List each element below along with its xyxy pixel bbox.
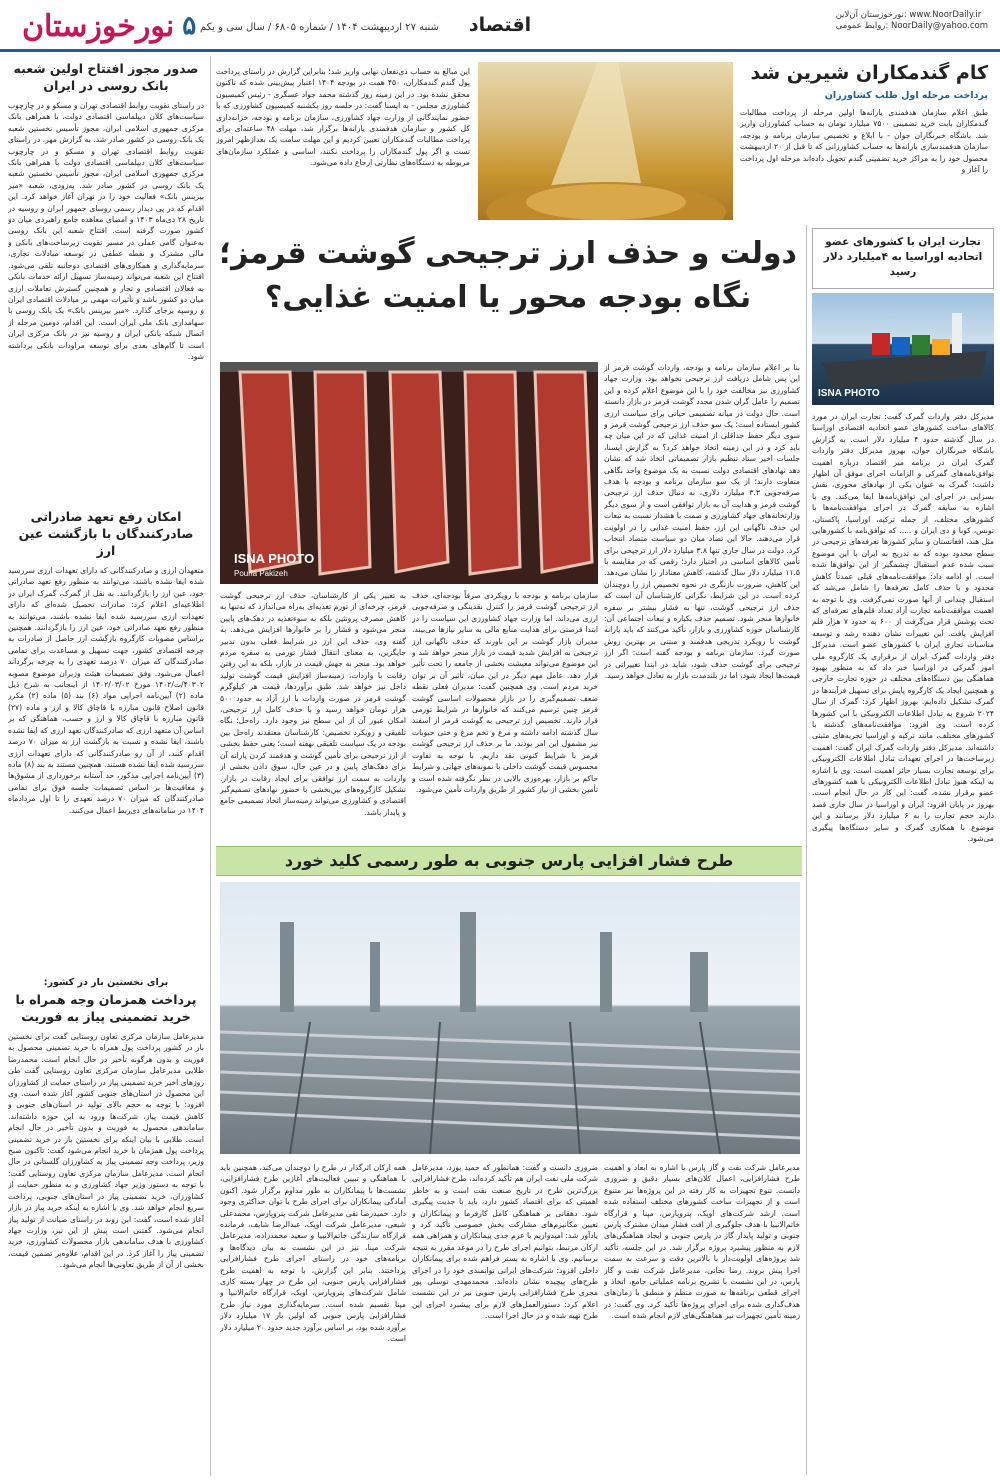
meat-photo-credit: ISNA PHOTO [234,551,315,566]
contact-email: روابط عمومی: NoorDaily@yahoo.com [835,21,988,31]
meat-story [216,232,800,320]
newspaper-logo: نورخوزستان [22,8,175,44]
contact-info [836,10,988,32]
wheat-photo [478,62,733,220]
gas-col2: ضروری دانست و گفت: همانطور که حمید بورد، مدیرعامل شرکت ملی نفت ایران هم تأکید کرده‌اند، طرح فشارافزایی بزرگ‌ترین طرح در تاریخ صنعت نفت است و به خاطر اهمیتی که برای اقتصاد کشور دارد، باید با جدیت پیگیری شود. دهقانی بر هماهنگی کامل کارفرما و پیمانکاران و تعیین مکانیزم‌های مشارکت بخش خصوصی تأکید کرد و یادآور شد: امیدواریم با عزم جدی پیمانکاران و همراهی همه ارکان مرتبط، بتوانیم اجرای طرح را در موعد مقرر به نتیجه برسانیم. وی با اشاره به بستر فراهم شده برای پیمانکاران داخلی افزود: شرکت‌های ایرانی توانمندی خود را در اجرای طرح‌های پیچیده نشان داده‌اند. محمدمهدی توسلی پور مجری طرح فشارافزایی پارس جنوبی نیز در این نشست اعلام کرد: دستورالعمل‌های لازم برای پیشبرد اجرای این طرح تهیه شده و در حال اجرا است. [412,1163,598,1321]
trade-story [812,228,994,1483]
onion-body: مدیرعامل سازمان مرکزی تعاون روستایی گفت برای نخستین بار در کشور پرداخت پول همراه با خرید تضمینی محصول به فوریت و بدون هرگونه تأخیر در حال انجام است. محمدرضا طلایی مدیرعامل سازمان مرکزی تعاون روستایی گفت طی روزهای اخیر خرید تضمینی پیاز در راستای حمایت از کشاورزان این محصول در استان‌های جنوبی کشور آغاز شده است. وی افزود: با توجه به حجم بالای تولید در استان‌های جنوبی و کاهش قیمت پیاز، شرکت‌ها ورود به این حوزه داشته‌اند. ساماندهی محصول به فوریت و بدون تأخیر در حال انجام است. طلایی با بیان اینکه برای نخستین بار در خرید تضمینی پرداخت پول همزمان با خرید انجام می‌شود گفت: تاکنون صبح وزیر، پرداخت وجه تضمینی پیاز به کشاورزان گلستانی در حال انجام است. مدیرعامل سازمان مرکزی تعاون روستایی گفت: با توجه به دستور وزیر جهاد کشاورزی و به منظور حمایت از کشاورزان، خرید تضمینی پیاز در استان‌های جنوبی، پرداخت سریع انجام خواهد شد. وی با اشاره به اینکه خرید پیاز در بازار آغاز شده است، گفت: این روند در راستای صیانت از تولید پیاز انجام می‌شود. گفتنی است پیش از این نیز، وزارت جهاد کشاورزی با هدف ساماندهی بازار محصولات کشاورزی، خرید تضمینی پیاز را آغاز کرد. در این اقدام، علاوه‌بر تضمین قیمت، بخشی از آن از طریق تعاونی‌ها انجام می‌شود. [8,1032,204,1270]
meat-title-line1: دولت و حذف ارز ترجیحی گوشت قرمز؛ [219,236,797,271]
meat-col-left: به تعبیر یکی از کارشناسان، حذف ارز ترجیحی گوشت قرمز، چرخه‌ای از تورم تغذیه‌ای به‌راه می‌اندازد که نه‌تنها به کاهش مصرف پروتئین بلکه به سوءتغذیه در دهک‌های پایین منجر می‌شود و فشار را بر خانوارها افزایش می‌دهد. به گفته وی، حذف این ارز در شرایط فعلی بدون تدبیر جایگزین، به معنای انتقال فشار تورمی به سفره مردم خواهد بود. منجر به جهش قیمت در بازار، بلکه به این رفتن رقابت با واردات، زمینه‌ساز افزایش قیمت گوشت تولید داخل نیز خواهد شد. طبق برآوردها، قیمت هر کیلوگرم گوشت قرمز در صورت واردات با ارز آزاد به حدود ۵۰۰ هزار تومان خواهد رسید و با حذف کامل ارز ترجیحی، امکان عبور آن از این سطح نیز وجود دارد. راه‌حل؛ نگاه تلفیقی و رویکرد تخصیص: کارشناسان معتقدند راه‌حل بین بودجه در یک سیاست تلفیقی نهفته است؛ یعنی حفظ بخشی از ارز ترجیحی برای تأمین گوشت و هدفمند کردن یارانه آن برای دهک‌های پایین و در عین حال، سوق دادن بخشی از واردات به سمت ارز توافقی برای ایجاد رقابت در بازار. تشکیل کارگروه‌های بین‌بخشی با حضور نهادهای تصمیم‌گیر اقتصادی و کشاورزی می‌تواند زمینه‌ساز اتخاذ تصمیمی جامع و پایدار باشد. [220,591,406,817]
section-title: اقتصاد [468,14,532,36]
bank-body: در راستای تقویت روابط اقتصادی تهران و مسکو و در چارچوب سیاست‌های کلان دیپلماسی اقتصادی دولت، با همراهی بانک مرکزی جمهوری اسلامی ایران، مجوز تأسیس نخستین شعبه یک بانک روسی در کشور صادر شد. به گزارش مهر، در راستای تقویت روابط اقتصادی تهران و مسکو و در چارچوب سیاست‌های کلان دیپلماسی اقتصادی دولت با همراهی بانک مرکزی جمهوری اسلامی ایران، مجوز تأسیس نخستین شعبه یک بانک روسی در کشور صادر شد. به‌زودی، شعبه «میر بیزینس بانک» فعالیت خود را در تهران آغاز خواهد کرد. این اقدام که در پی دیدار رسمی روسای جمهور ایران و روسیه در تاریخ ۲۸ دی‌ماه ۱۴۰۳ و امضای معاهده جامع راهبردی میان دو کشور صورت گرفته است. افتتاح شعبه این بانک روسی به‌عنوان گامی عملی در مسیر تقویت زیرساخت‌های بانکی و مالی مشترک و نقطه عطفی در توسعه مبادلات تجاری، سرمایه‌گذاری و همکاری‌های اقتصادی دوجانبه تلقی می‌شود. افتتاح این شعبه می‌تواند زمینه‌ساز تسهیل ارائه خدمات بانکی به فعالان اقتصادی و تجار و همچنین گسترش تعاملات ارزی میان دو کشور باشد و تأثیرات مهمی بر مبادلات اقتصادی ایران و روسیه برجای گذارد. «میر بیزینس بانک» یک بانک روسی با سهامداری بانک ملی ایران است. این اقدام، دومین مرحله از اتصال شبکه بانکی ایران و روسیه نیز در بانک مرکزی ایران است تا گام‌های بعدی برای توسعه مراودات بانکی برداشته شود. [8,101,204,361]
wheat-body-right: طبق اعلام سازمان هدفمندی یارانه‌ها اولین مرحله از پرداخت مطالبات گندمکاران بابت خرید تضمینی ۷۵۰۰ میلیارد تومان به حساب کشاورزان واریز شد. باشگاه خبرنگاران جوان - با ابلاغ و تخصیص سازمان برنامه و بودجه، سازمان هدفمندسازی یارانه‌ها به حساب کشاورزانی که تا قبل از ۲۰ اردیبهشت محصول خود را به مراکز خرید تضمینی گندم تحویل داده‌اند مرحله اول پرداخت را آغاز و [740,108,988,175]
export-title: امکان رفع تعهد صادراتی صادرکنندگان با بازگشت عین ارز [18,509,194,558]
left-column [8,60,204,1451]
gas-plant-photo [220,882,800,1154]
meat-col-right: بنا بر اعلام سازمان برنامه و بودجه، واردات گوشت قرمز از این پس شامل دریافت ارز ترجیحی نخواهد بود. وزارت جهاد کشاورزی نیز مخالفت خود را با این موضوع اعلام کرده و این تصمیم را عامل گران شدن مجدد گوشت قرمز در بازار دانسته است. حال دولت در میانه تصمیمی حیاتی برای سیاست ارزی کشور ایستاده است؛ یک سو حذف ارز ترجیحی گوشت قرمز و سوی دیگر حفظ حداقلی از امنیت غذایی که در این میان چه باید کرد و در این زمینه اتخاذ خواهد کرد؟ به گزارش ایسنا، جلسات اخیر ستاد تنظیم بازار تصمیماتی اتخاذ شد که نشان دهد نهادهای اقتصادی دولت نسبت به یک موضوع واحد نگاهی متفاوت دارند؛ از یک سو سازمان برنامه و بودجه با هدف صرفه‌جویی ۳.۳ میلیارد دلاری، به دنبال حذف ارز ترجیحی گوشت قرمز و هدایت آن به بازار توافقی است و از سوی دیگر وزارتخانه‌های جهاد کشاورزی و صمت با هشدار نسبت به تبعات این حذف ناگهانی این ارز، حفظ امنیت غذایی را در اولویت قرار می‌دهند. حالا این تضاد میان دو سیاست متضاد انتخاب کرد. دولت در سال جاری تنها ۳.۸ میلیارد دلار ارز ترجیحی برای تأمین کالاهای اساسی در اختیار دارد؛ رقمی که در مقایسه با ۱۱.۵ میلیارد دلار سال گذشته، کاهش معنادار را نشان می‌دهد. این کاهش، ضرورت بازنگری در نحوه تخصیص ارز را دوچندان کرده است. در این شرایط، نگرانی کارشناسان آن است که حذف ارز ترجیحی گوشت، تنها به فشار بیشتر بر سفره خانوارها منجر شود. تصمیم حذف یکباره و تبعات اجتماعی آن: کارشناسان حوزه کشاورزی و بازار، تأکید می‌کنند که باید یارانه گوشت با رویکرد تدریجی هدفمند و مبتنی بر بهترین روش صورت گیرد. سازمان برنامه و بودجه گفته است: اگر ارز ترجیحی برای گوشت حذف شود، شاید در ابتدا تغییراتی در قیمت‌ها ایجاد شود، اما در بلندمدت بازار به تعادل خواهد رسید. [604,363,800,680]
gas-col3: همه ارکان اثرگذار در طرح را دوچندان می‌کند، همچنین باید با هماهنگی و تبیین فعالیت‌های آغازین طرح فشارافزایی، نشست‌ها با پیمانکاران به طور مداوم برگزار شود. اکنون آمادگی پیمانکاران برای اجرای طرح با توان حداکثری وجود دارد. حمیدرضا تقی مدیرعامل شرکت پتروپارس، محمدعلی شیعی، مدیرعامل شرکت اویک، عبدالرضا شایف، فرمانده قرارگاه سازندگی خاتم‌الانبیا و سعید محمدزاده، مدیرعامل شرکت مپنا، نیز در این نشست به بیان دیدگاه‌ها و برنامه‌های خود در راستای اجرای طرح فشارافزایی پرداختند. بنابر این گزارش، با توجه به اهمیت طرح فشارافزایی پارس جنوبی، این طرح در چهار بسته کاری شامل شرکت‌های پتروپارس، اویک، قرارگاه خاتم‌الانبیا و مپنا تقسیم شده است. سرمایه‌گذاری مورد نیاز طرح فشارافزایی پارس جنوبی که اولین بار ۱۷ میلیارد دلار برآورد شده بود، بر اساس برآورد جدید حدود ۲۰ میلیارد دلار است. [220,1163,406,1344]
onion-title: پرداخت همزمان وجه همراه با خرید تضمینی پیاز به فوریت [15,992,197,1024]
export-body: متعهدان ارزی و صادرکنندگانی که دارای تعهدات ارزی سررسید شده ایفا نشده باشند، می‌توانند به منظور رفع تعهد صادراتی خود، عین ارز را بازگردانند. به نقل از گمرک، گمرک ایران در اطلاعیه‌ای اعلام کرد: صادرات تحصیل شده‌ای که دارای تعهدات ارزی سررسید شده ایفا نشده باشند، می‌توانند به منظور رفع تعهد صادراتی خود، عین ارز را بازگردانند. همچنین براساس مصوبات کارگروه بازگشت ارز حاصل از صادرات به چرخه اقتصادی کشور، جهت تسهیل و مساعدت برای تمامی صادرکنندگان که میزان ۷۰ درصد تعهدی را به چرخه برگرداند اعمال می‌شود. وفق تصمیمات هیئت وزیران موضوع مصوبه ۴۰۳۰۲/ت/۱۴۰۲ مورخ ۱۴۰۲/۰۳/۰۲ از اینجانب به شرح ذیل ماده (۲) آیین‌نامه اجرایی مواد (۶) بند (۵) ماده (۲) مکرر قانون اصلاح قانون مبارزه با قاچاق کالا و ارز و ماده (۲۷) قانون مبارزه با قاچاق کالا و ارز و حسب، هماهنگی که بر اساس آن متعهد ارزی که صادرکنندگان تعهد ارزی که ایفا نشده باشند، ایفا نشده و نسبت به بازگشت ارز به میزان ۷۰ درصد اقدام کنند، از آن رو صادرکنندگانی که دارای تعهدات ارزی سررسید شده ایفا نشده هستند. همچنین مستند به بند (۸) ماده (۳) آیین‌نامه اجرایی مذکور، حد آستانه برخورداری از مشوق‌ها و معافیت‌ها بر اساس تصمیمات جلسه فوق برای تمامی صادرکنندگان که میزان ۷۰ درصد تعهدی را تا اول مرداد‌ماه ۱۴۰۴ در سامانه‌های ذی‌ربط اعمال می‌کنند. [8,566,204,815]
wheat-title: کام گندمکاران شیرین شد [750,62,988,84]
wheat-body-left: این مبالغ به حساب ذی‌نفعان نهایی واریز شد؛ بنابراین گزارش در راستای پرداخت پول گندم گندمکاران، ۴۵۰ همت در بودجه ۱۴۰۴ اعتبار پیش‌بینی شده که تاکنون محقق نشده بود. در این زمینه روز گذشته محمد جواد عسگری - رئیس کمیسیون کشاورزی مجلس - به ایسنا گفت: در جلسه روز یکشنبه کمیسیون کشاورزی که با حضور نمایندگانی از وزارت جهاد کشاورزی، سازمان برنامه و بودجه، خزانه‌داری کل کشور و سازمان هدفمندی یارانه‌ها برگزار شد، مهلت ۴۸ ساعته‌ای برای پرداخت مطالبات گندمکاران تعیین کردیم و این مهلت سامت یک بعدازظهر امروز تست و اگر پول گندمکاران را پرداخت نکنند، اساسی و عملکرد سازمان‌های مربوطه به دستگاه‌های نظارتی ارجاع داده می‌شود. [216,67,470,168]
trade-title-box [812,228,994,289]
brand-block [22,6,196,46]
gas-col1: مدیرعامل شرکت نفت و گاز پارس با اشاره به ابعاد و اهمیت طرح فشارافزایی، اعمال کلان‌های بسیار دقیق و ضروری دانست. تنوع تجهیزات به کار رفته در این پروژه‌ها نیز متنوع است و از تجهیزات ساخت کشورهای مختلف استفاده شده است. ارشد شرکت‌های اویک، پتروپارس، مپنا و قرارگاه خاتم‌الانبیا با هدف جلوگیری از افت فشار میدان مشترک پارس جنوبی و تولید پایدار گاز در پارس جنوبی و ایجاد هماهنگی‌های لازم به منظور پیشبرد پروژه برگزار شد. در این جلسه، تأکید شد پروژه‌های اولویت‌دار با بالاترین دقت و سرعت به سمت اجرا پیش بروند. رضا نجاتی، مدیرعامل شرکت نفت و گاز پارس، در این نشست با تشریح برنامه عملیاتی جامع، اتخاذ و اجرای قطعی برنامه‌ها به صورت منظم و منطبق با زمان‌های هدف‌گذاری شده برای اجرای پروژه‌ها تأکید کرد. وی گفت: در زمینه تأمین تجهیزات نیز هماهنگی‌های لازم انجام شده است. [604,1163,800,1321]
bank-title: صدور مجوز افتتاح اولین شعبه بانک روسی در ایران [13,61,199,93]
masthead [0,0,1000,52]
column-divider [806,225,807,1475]
page-number: ۵ [182,11,197,41]
meat-col-middle: سازمان برنامه و بودجه با رویکردی صرفاً بودجه‌ای، حذف ارز ترجیحی گوشت قرمز را کنترل نقدینگی و صرفه‌جویی ارزی می‌داند. اما وزارت جهاد کشاورزی این سیاست را در ابتدا فرصتی برای هدایت منابع مالی به سایر نیازها می‌بیند. مدیران بازار گوشت بر این باورند که حذف ناگهانی ارز ترجیحی به افزایش شدید قیمت در بازار منجر خواهد شد و این موضوع می‌تواند معیشت بخشی از جامعه را تحت تأثیر قرار دهد. عامل مهم دیگر در این میان، تأثیر آن بر توان خرید مردم است. وی همچنین گفت: مدیران فعلی نقطه ضعف تصمیم‌گیری را در بازار محصولات اساسی گوشت قرمز چنین ترسیم می‌کنند که خانوارها در شرایط تورمی قرار دارند. تخصیص ارز ترجیحی به گوشت قرمز از اسفند سال گذشته ادامه داشته و مرغ و تخم مرغ و حتی حبوبات نیز مشمول این امر بودند. ما بر حذف ارز ترجیحی گوشت قرمز با شرایط کنونی نقد داریم. با توجه به تفاوت محسوس قیمت گوشت داخلی با نمونه‌های جهانی و شرایط حاکم بر بازار، بهره‌وری بالایی در نظر نگرفته شده است و تأمین بخشی از نیاز کشور از طریق واردات تأمین می‌شود. [412,591,598,794]
dateline: شنبه ۲۷ اردیبهشت ۱۴۰۴ / شماره ۶۸۰۵ / سال سی و یکم [200,22,439,33]
refinery-illustration [220,882,800,1154]
wheat-story [740,60,988,212]
trade-photo-credit: ISNA PHOTO [818,388,880,399]
meat-photo [220,362,598,584]
gas-title: طرح فشار افزایی پارس جنوبی به طور رسمی کلید خورد [284,851,734,870]
wheat-subtitle: پرداخت مرحله اول طلب کشاورزان [824,90,988,101]
onion-kicker: برای نخستین بار در کشور: [43,977,169,988]
meat-title-line2: نگاه بودجه محور یا امنیت غذایی؟ [264,280,752,315]
contact-website: نورخوزستان آن‌لاین: www.NoorDaily.ir [835,10,982,20]
column-divider [210,56,211,1476]
meat-photo-author: Pouria Pakizeh [234,569,288,578]
trade-title: تجارت ایران با کشورهای عضو اتحادیه اوراسیا به ۴میلیارد دلار رسید [823,236,983,278]
trade-body: مدیرکل دفتر واردات گمرک گفت: تجارت ایران در مورد کالاهای ساخت کشورهای عضو اتحادیه اقتصادی اوراسیا در سال گذشته حدود ۴ میلیارد دلار است. به گزارش باشگاه خبرنگاران جوان، بهروز مدیرکل دفتر واردات گمرک ایران در برنامه میز اقتصاد درباره اهمیت توافق‌نامه‌های گمرکی و الزامات اجرای موفق آن اظهار داشت: گمرک به عنوان یکی از نهادهای محوری، نقش بسزایی در اجرای این توافق‌نامه‌ها ایفا می‌کند. وی با اشاره به سابقه گمرک در اجرای موافقت‌نامه‌ها با کشورهای مختلف، از جمله ترکیه، اوراسیا، پاکستان، تونس، کوبا و دی ایران و ..... که توافق‌نامه با کشورهایی مثل هند، افغانستان و سایر کشورها تعرفه‌های ترجیحی در سطح محدود بوده که به تدریج به ایران با این موضوع سبب شده عدم استقبال چشمگیر از این توافق‌ها شده است. او ادامه داد: موافقت‌نامه‌های قبلی عمدتاً کاهش محدود و یا حذف کامل تعرفه‌ها را شامل می‌شد که استقبال چندانی از آنها صورت نمی‌گرفت. وی با توجه به اهمیت موافقت‌نامه تجارت آزاد تعداد قلم‌های تعرفه‌ای که تحت پوشش قرار می‌گرفت از ۶۰۰ به حدود ۷ هزار قلم افزایش یافت. این تغییرات نشان دهنده رشد و توسعه مناسبات تجاری ایران با کشورهای عضو است. مدیرکل دفتر واردات گمرک ایران از برقراری یک کارگروه ملی امور گمرکی در اوراسیا خبر داد که به منظور بهبود هماهنگی بین دستگاه‌های مختلف در حوزه تجارت خارجی و همچنین ایجاد یک کارگروه پایش برای تسهیل فرآیندها در گمرک تشکیل داده‌ایم. بهروز اظهار کرد: گمرک از سال ۲۰۲۴ شروع به تبادل اطلاعات الکترونیکی با این کشورها کرده است. وی افزود: موافقت‌نامه‌های گذشته با کشورهای مختلف، مانند ترکیه و اوراسیا تجربه‌های مثبتی داشته‌اند. مدیرکل دفتر واردات گمرک ایران گفت: اهمیت زیرساخت‌ها در اجرای تعهدات تبادل اطلاعات الکترونیکی برای توسعه تجارت بسیار حائز اهمیت است. وی با اشاره به اینکه هنوز تبادل اطلاعات الکترونیکی با همه کشورهای عضو برقرار نشده، گفت: این کار در حال انجام است. بهروز در پایان افزود: ایران و اوراسیا در سال جاری قصد دارند حجم تجارت را به ۶ میلیارد دلار برسانند و این موضوع با همکاری گمرک و سایر دستگاه‌ها پیگیری می‌شود. [812,412,994,844]
trade-photo [812,293,994,405]
wheat-grain-illustration [478,62,733,220]
